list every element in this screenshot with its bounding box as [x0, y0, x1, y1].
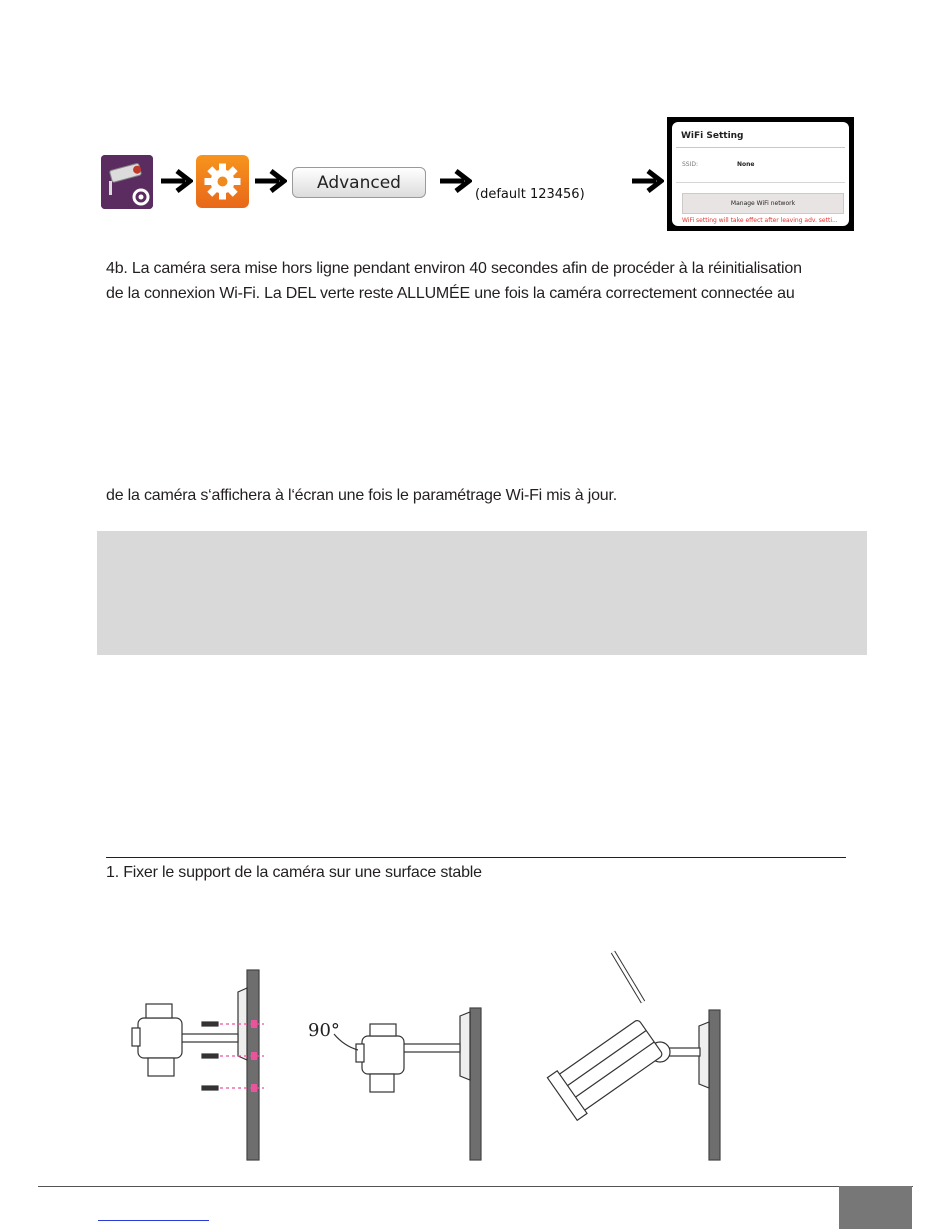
arrow-right-icon [253, 167, 287, 195]
camera-mounting-illustration [98, 940, 868, 1162]
divider [676, 147, 845, 148]
paragraph-line: de la caméra s‘affichera à l‘écran une fois le paramétrage Wi-Fi mis à jour. [106, 487, 617, 504]
footer-divider [38, 1186, 913, 1187]
step-heading: 1. Fixer le support de la caméra sur une surface stable [106, 864, 482, 881]
wifi-setting-title: WiFi Setting [681, 131, 744, 141]
ssid-value: None [737, 161, 755, 168]
angle-label: 90° [308, 1020, 340, 1041]
wifi-warning-text: WiFi setting will take effect after leaving adv. setti... [682, 217, 838, 224]
page-number-tab [839, 1186, 912, 1229]
paragraph-line: 4b. La caméra sera mise hors ligne pendant environ 40 secondes afin de procéder à la réinitialisation [106, 260, 802, 277]
footer-link-underline[interactable] [98, 1220, 209, 1221]
camera-settings-icon [101, 155, 153, 209]
ssid-label: SSID: [682, 161, 699, 168]
default-password-note: (default 123456) [475, 187, 585, 202]
divider [676, 182, 845, 183]
note-box [97, 531, 867, 655]
wifi-setting-screenshot [667, 117, 854, 231]
advanced-button[interactable]: Advanced [292, 167, 426, 198]
arrow-right-icon [438, 167, 472, 195]
gear-icon [196, 155, 249, 208]
arrow-right-icon [630, 167, 664, 195]
section-divider [106, 857, 846, 858]
arrow-right-icon [159, 167, 193, 195]
manage-wifi-button[interactable]: Manage WiFi network [682, 193, 844, 214]
paragraph-line: de la connexion Wi-Fi. La DEL verte reste ALLUMÉE une fois la caméra correctement connectée au [106, 285, 795, 302]
